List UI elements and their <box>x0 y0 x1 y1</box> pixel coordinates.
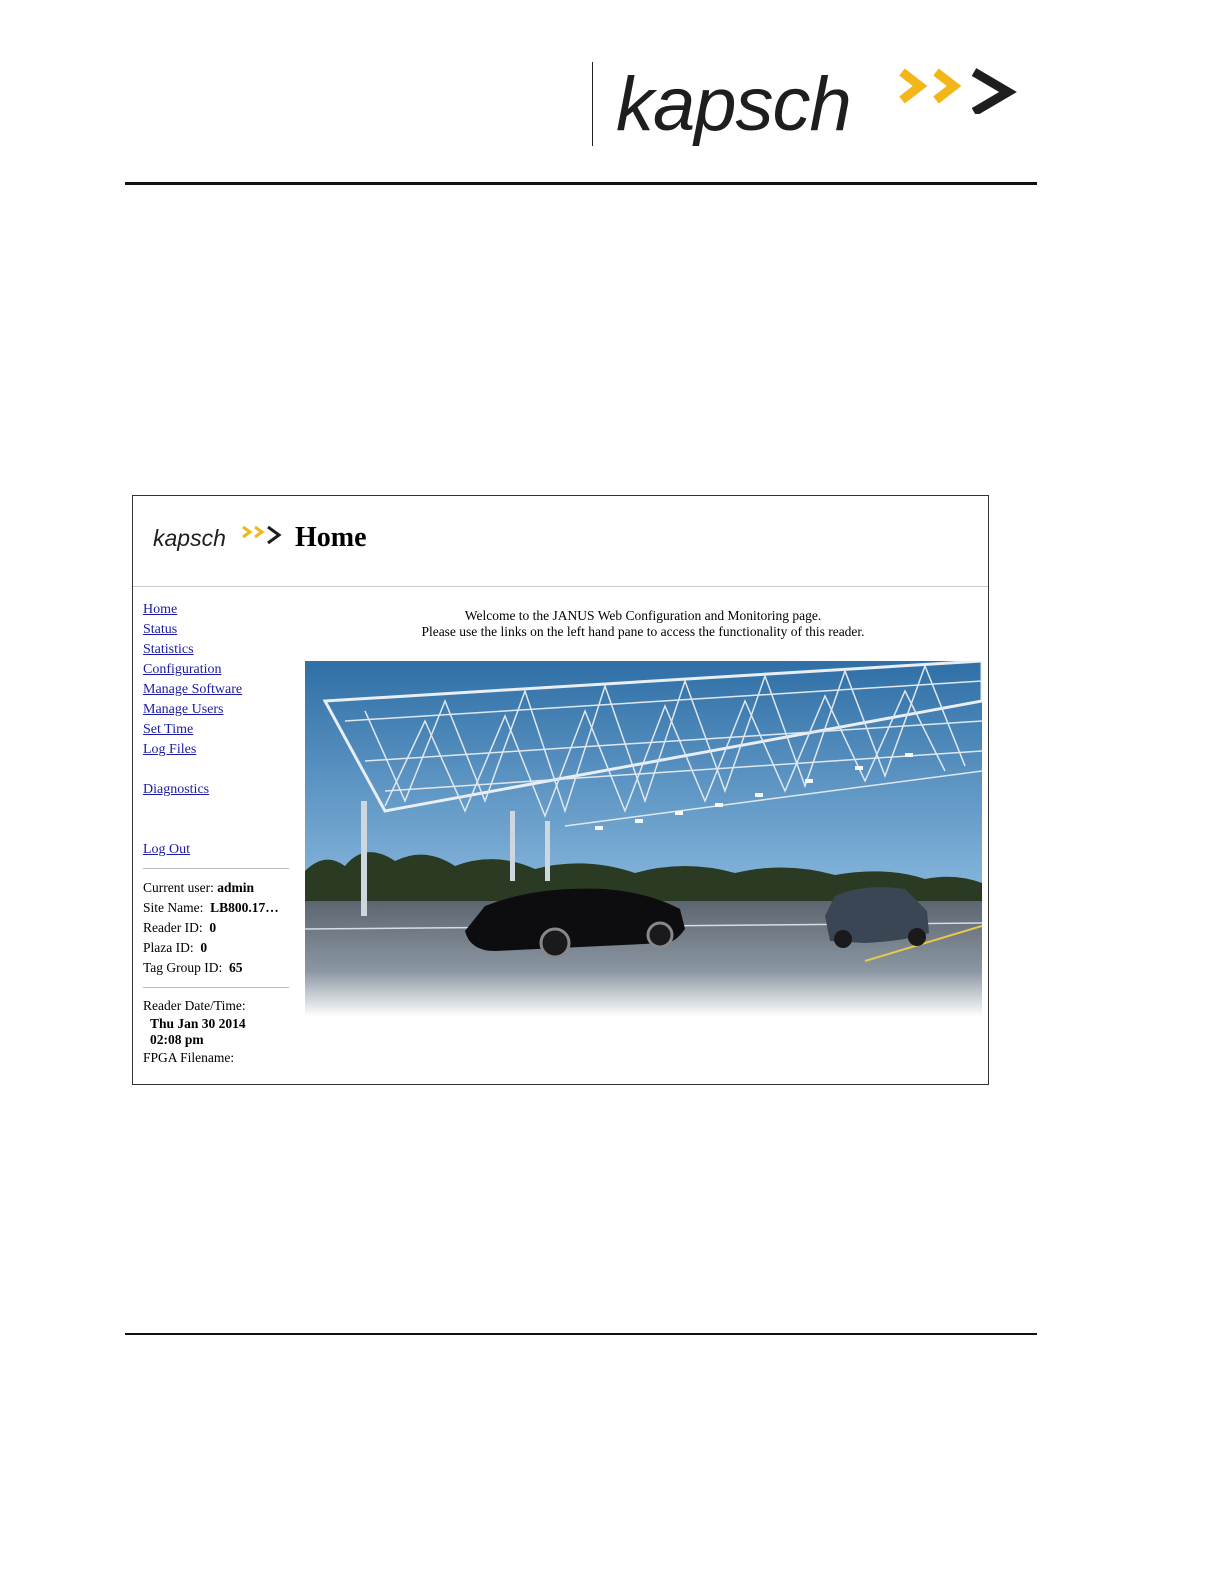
current-user-label: Current user: <box>143 880 214 895</box>
reader-datetime-label: Reader Date/Time: <box>143 998 246 1013</box>
current-user-row <box>143 878 293 898</box>
reader-time-value: 02:08 pm <box>150 1032 204 1047</box>
nav-log-files-link[interactable]: Log Files <box>143 742 197 757</box>
nav-manage-users-link[interactable]: Manage Users <box>143 702 224 717</box>
fpga-filename-label: FPGA Filename: <box>143 1050 235 1065</box>
nav-set-time-link[interactable]: Set Time <box>143 722 194 737</box>
kapsch-app-logo <box>153 520 303 560</box>
nav-configuration-link[interactable]: Configuration <box>143 662 222 677</box>
kapsch-arrows-icon <box>898 66 1022 114</box>
kapsch-logo-wordmark: kapsch <box>616 62 851 147</box>
nav-manage-software-link[interactable]: Manage Software <box>143 682 243 697</box>
welcome-line-1: Welcome to the JANUS Web Configuration and Monitoring page. <box>464 608 822 623</box>
reader-datetime <box>143 996 293 1068</box>
plaza-id-value: 0 <box>200 940 208 955</box>
reader-id-row <box>143 918 293 938</box>
toll-gantry-photo <box>305 661 982 1017</box>
tag-group-id-label: Tag Group ID: <box>143 960 223 975</box>
site-name-label: Site Name: <box>143 900 204 915</box>
welcome-message <box>303 608 983 640</box>
left-nav <box>143 600 293 860</box>
header-rule <box>125 182 1037 185</box>
kapsch-arrows-small-icon <box>241 524 287 546</box>
page-title: Home <box>295 522 367 553</box>
reader-id-label: Reader ID: <box>143 920 203 935</box>
welcome-line-2: Please use the links on the left hand pane to access the functionality of this reader. <box>421 624 865 639</box>
nav-home-link[interactable]: Home <box>143 602 178 617</box>
footer-rule <box>125 1333 1037 1335</box>
reader-info <box>143 878 293 978</box>
app-logo-wordmark: kapsch <box>153 525 226 551</box>
nav-log-out-link[interactable]: Log Out <box>143 842 191 857</box>
pane-separator-2 <box>143 987 289 988</box>
plaza-id-row <box>143 938 293 958</box>
janus-web-screenshot <box>132 495 989 1085</box>
nav-statistics-link[interactable]: Statistics <box>143 642 194 657</box>
site-name-value: LB800.17… <box>210 900 279 915</box>
nav-status-link[interactable]: Status <box>143 622 178 637</box>
app-header <box>133 496 988 587</box>
plaza-id-label: Plaza ID: <box>143 940 194 955</box>
header-divider <box>592 62 593 146</box>
current-user-value: admin <box>217 880 254 895</box>
site-name-row <box>143 898 293 918</box>
reader-id-value: 0 <box>209 920 217 935</box>
tag-group-id-value: 65 <box>229 960 243 975</box>
reader-date-value: Thu Jan 30 2014 <box>150 1016 246 1031</box>
pane-separator <box>143 868 289 869</box>
nav-diagnostics-link[interactable]: Diagnostics <box>143 782 210 797</box>
kapsch-document-logo <box>616 60 1026 150</box>
tag-group-id-row <box>143 958 293 978</box>
